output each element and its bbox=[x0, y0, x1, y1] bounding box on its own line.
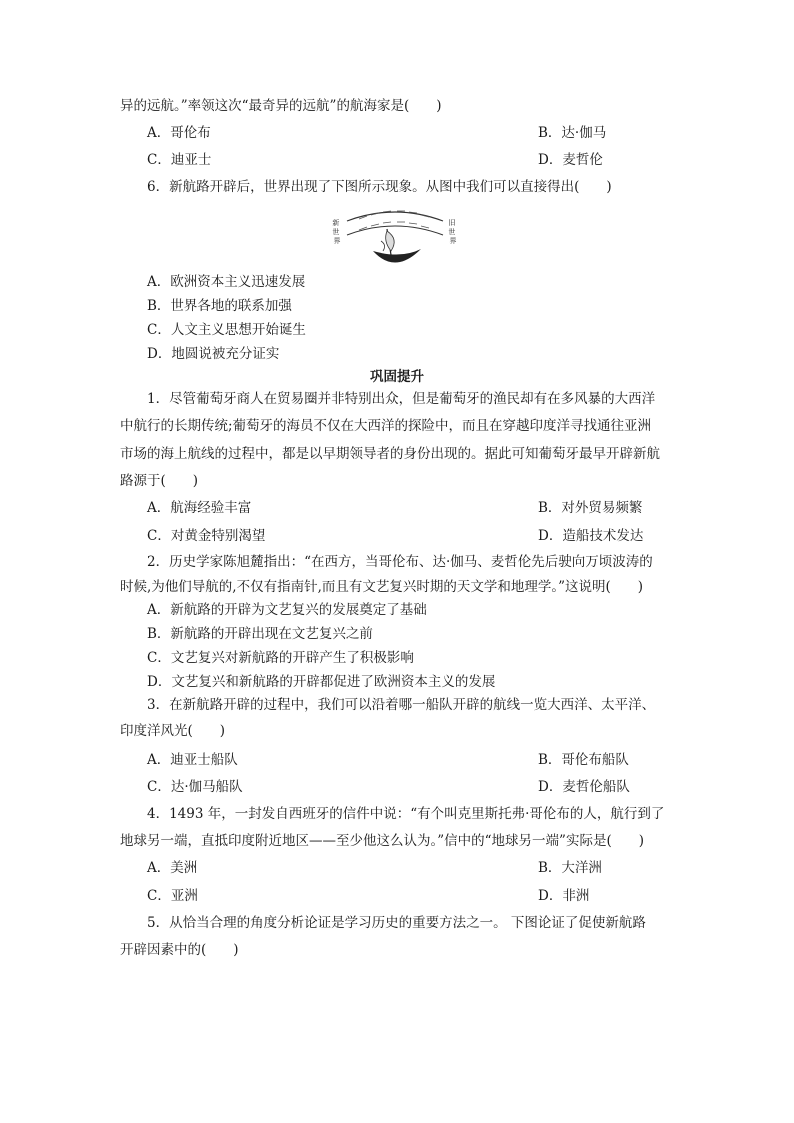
option-b: B．世界各地的联系加强 bbox=[147, 298, 292, 314]
question-4-stem-end: 地球另一端，直抵印度附近地区——至少他这么认为。”信中的“地球另一端”实际是( ) bbox=[120, 833, 644, 849]
question-3-stem: 3．在新航路开辟的过程中，我们可以沿着哪一船队开辟的航线一览大西洋、太平洋、 bbox=[147, 697, 656, 713]
option-b: B．大洋洲 bbox=[538, 860, 602, 876]
section-title: 巩固提升 bbox=[370, 369, 424, 385]
ship-world-figure bbox=[325, 205, 465, 277]
option-a: A．航海经验丰富 bbox=[147, 500, 252, 516]
question-2-stem: 2．历史学家陈旭麓指出：“在西方，当哥伦布、达·伽马、麦哲伦先后驶向万顷波涛的 bbox=[147, 554, 653, 570]
left-label: 新 世 界 bbox=[332, 219, 341, 245]
question-4-stem: 4．1493 年，一封发自西班牙的信件中说：“有个叫克里斯托弗·哥伦布的人，航行到了 bbox=[147, 806, 665, 822]
question-1-stem: 1．尽管葡萄牙商人在贸易圈并非特别出众，但是葡萄牙的渔民却有在多风暴的大西洋 bbox=[147, 391, 656, 407]
question-5-stem-end: 开辟因素中的( ) bbox=[120, 942, 239, 958]
ship-hull bbox=[373, 249, 421, 263]
question-6-stem: 6．新航路开辟后，世界出现了下图所示现象。从图中我们可以直接得出( ) bbox=[147, 179, 612, 195]
question-2-stem-end: 时候,为他们导航的,不仅有指南针,而且有文艺复兴时期的天文学和地理学。”这说明( ) bbox=[120, 579, 644, 595]
ship-sail bbox=[386, 231, 395, 251]
question-1-stem-cont: 市场的海上航线的过程中，都是以早期领导者的身份出现的。据此可知葡萄牙最早开辟新航 bbox=[120, 446, 660, 462]
option-a: A．哥伦布 bbox=[147, 125, 211, 141]
option-c: C．达·伽马船队 bbox=[147, 779, 243, 795]
option-d: D．麦哲伦船队 bbox=[538, 779, 630, 795]
option-c: C．人文主义思想开始诞生 bbox=[147, 322, 306, 338]
banner-arc-bottom bbox=[347, 226, 443, 235]
option-d: D．地圆说被充分证实 bbox=[147, 346, 280, 362]
question-3-stem-end: 印度洋风光( ) bbox=[120, 723, 226, 739]
option-b: B．对外贸易频繁 bbox=[538, 500, 643, 516]
option-d: D．非洲 bbox=[538, 888, 590, 904]
option-a: A．欧洲资本主义迅速发展 bbox=[147, 274, 306, 290]
option-b: B．达·伽马 bbox=[538, 125, 607, 141]
ship-illustration bbox=[373, 229, 421, 263]
option-d: D．麦哲伦 bbox=[538, 152, 603, 168]
ship-rigging bbox=[381, 241, 385, 251]
option-c: C．文艺复兴对新航路的开辟产生了积极影响 bbox=[147, 650, 414, 666]
question-5-stem-end: 异的远航。”率领这次“最奇异的远航”的航海家是( ) bbox=[120, 98, 442, 114]
question-5-stem: 5．从恰当合理的角度分析论证是学习历史的重要方法之一。 下图论证了促使新航路 bbox=[147, 915, 646, 931]
option-b: B．哥伦布船队 bbox=[538, 752, 629, 768]
question-1-stem-cont: 中航行的长期传统;葡萄牙的海员不仅在大西洋的探险中，而且在穿越印度洋寻找通往亚洲 bbox=[120, 418, 652, 434]
option-b: B．新航路的开辟出现在文艺复兴之前 bbox=[147, 626, 373, 642]
option-c: C．对黄金特别渴望 bbox=[147, 528, 266, 544]
option-a: A．美洲 bbox=[147, 860, 198, 876]
option-c: C．迪亚士 bbox=[147, 152, 212, 168]
right-label: 旧 世 界 bbox=[448, 219, 457, 245]
option-a: A．新航路的开辟为文艺复兴的发展奠定了基础 bbox=[147, 602, 427, 618]
option-d: D．文艺复兴和新航路的开辟都促进了欧洲资本主义的发展 bbox=[147, 674, 496, 690]
question-1-stem-end: 路源于( ) bbox=[120, 473, 199, 489]
option-d: D．造船技术发达 bbox=[538, 528, 644, 544]
option-a: A．迪亚士船队 bbox=[147, 752, 238, 768]
option-c: C．亚洲 bbox=[147, 888, 198, 904]
